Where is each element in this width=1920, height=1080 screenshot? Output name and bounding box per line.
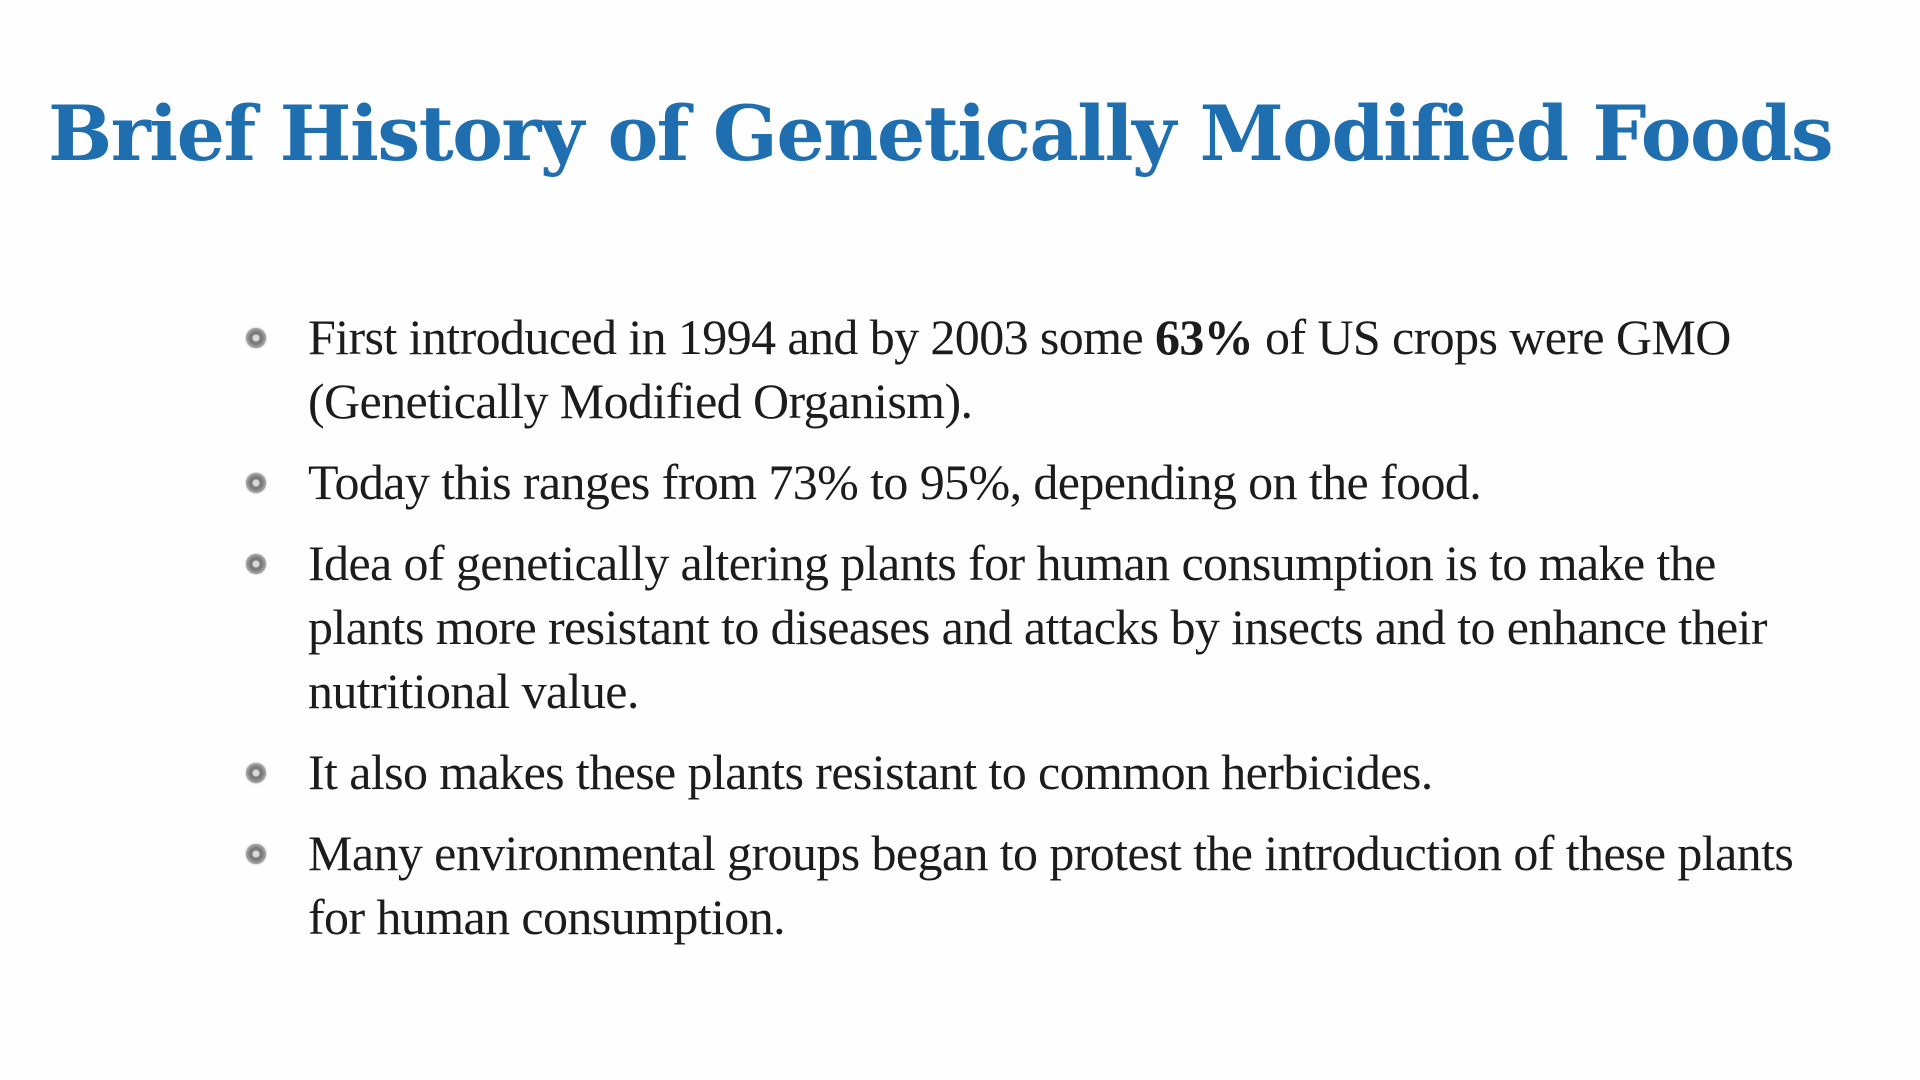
slide-title: Brief History of Genetically Modified Foods <box>48 89 1833 178</box>
gear-bullet-icon <box>246 328 266 348</box>
bullet-item-4 <box>240 740 1800 804</box>
bullet-text-2: Today this ranges from 73% to 95%, depending on the food. <box>308 454 1482 510</box>
bullet-text-5: Many environmental groups began to protest the introduction of these plants for human consumption. <box>308 825 1794 945</box>
gear-bullet-icon <box>246 554 266 574</box>
bullet-item-1 <box>240 305 1800 433</box>
bullet-text-3: Idea of genetically altering plants for human consumption is to make the plants more resistant to diseases and attacks by insects and to enhance their nutritional value. <box>308 535 1767 719</box>
bullet-list <box>240 305 1800 966</box>
gear-bullet-icon <box>246 763 266 783</box>
bullet-text-4: It also makes these plants resistant to common herbicides. <box>308 744 1433 800</box>
bullet-text-1-bold: 63% <box>1154 309 1254 365</box>
bullet-text-1-pre: First introduced in 1994 and by 2003 some <box>308 309 1155 365</box>
bullet-item-5 <box>240 821 1800 949</box>
bullet-text-1-post: of US crops were GMO (Genetically Modified Organism). <box>308 309 1731 429</box>
bullet-item-3 <box>240 531 1800 723</box>
bullet-item-2 <box>240 450 1800 514</box>
gear-bullet-icon <box>246 473 266 493</box>
gear-bullet-icon <box>246 844 266 864</box>
